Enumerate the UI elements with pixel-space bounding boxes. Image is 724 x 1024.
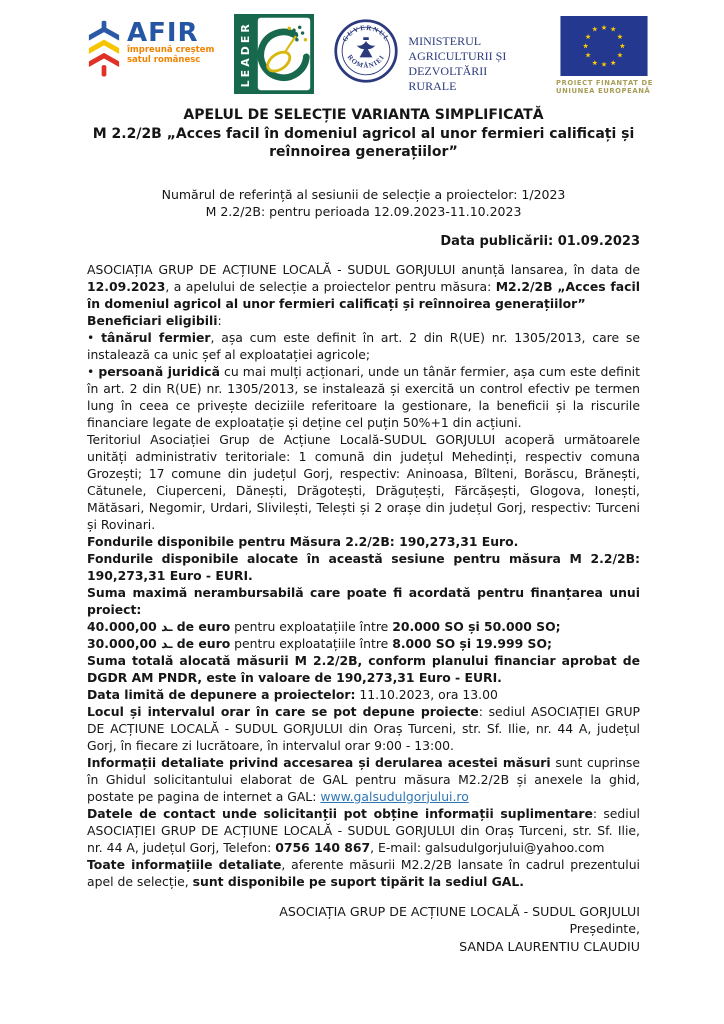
paragraph-funds-available [87,533,640,550]
paragraph-total-amount [87,652,640,686]
text-run: , a apelului de selecție a proiectelor pentru măsura: [165,278,496,294]
document-title [87,106,640,162]
signature-organization: ASOCIAȚIA GRUP DE ACȚIUNE LOCALĂ - SUDUL GORJULUI [279,903,640,919]
signature-name: SANDA LAURENTIU CLAUDIU [459,938,640,954]
paragraph-amount-40000 [87,618,640,635]
ministry-line2: DEZVOLTĂRII RURALE [408,64,488,93]
seal-top-text: GUVERNUL [341,24,392,44]
paragraph-announcement [87,261,640,312]
reference-line1: Numărul de referință al sesiunii de selecție a proiectelor: 1/2023 [161,186,566,202]
text-run: sunt cuprinse în Ghidul solicitantului elaborat de GAL pentru măsura M2.2/2B și anexele la ghid, postate pe pagina de internet a GAL: [87,754,641,804]
text-run: ـد 40.000,00 de euro [87,618,231,634]
title-line2: M 2.2/2B „Acces facil în domeniul agricol al unor fermieri calificați și reînnoirea generațiilor” [92,125,635,160]
header-logos [87,14,653,95]
paragraph-location-schedule [87,703,640,754]
reference-line2: M 2.2/2B: pentru perioada 12.09.2023-11.10.2023 [205,204,522,219]
paragraph-beneficiaries-heading [87,312,640,329]
paragraph-territory [87,431,640,533]
text-run: 11.10.2023, ora 13.00 [355,686,498,702]
paragraph-max-amount-heading [87,584,640,618]
text-run: : sediul ASOCIAȚIEI GRUP DE ACȚIUNE LOCALĂ - SUDUL GORJULUI din Oraș Turceni, str. Sf. Ilie, nr. 44 A, județul Gorj, Telefon: [87,805,640,855]
afir-tagline-line2: satul românesc [127,54,201,65]
paragraph-beneficiary-young-farmer [87,329,640,363]
afir-wordmark [127,20,214,65]
text-run: , E-mail: galsudulgorjului@yahoo.com [370,839,605,855]
signature-block [87,903,640,956]
text-run: : sediul ASOCIAȚIEI GRUP DE ACȚIUNE LOCALĂ - SUDUL GORJULUI din Oraș Turceni, str. Sf. Ilie, nr. 44 A, județul Gorj, în fiecare zi lucrătoare, în intervalul orar 9:00 - 13:00. [87,703,641,753]
title-line1: APELUL DE SELECȚIE VARIANTA SIMPLIFICATĂ [183,107,544,123]
text-run: : [217,312,222,328]
text-run: tânărul fermier [101,329,211,345]
ministry-line1: MINISTERUL AGRICULTURII ȘI [408,34,507,63]
text-run: M2.2/2B „Acces facil în domeniul agricol al unor fermieri calificați și reînnoirea generațiilor” [87,278,640,311]
signature-role: Președinte, [569,921,640,936]
text-run: Datele de contact unde solicitanții pot obține informații suplimentare [87,805,593,821]
afir-tagline-line1: împreună creștem [127,45,215,55]
text-run: ASOCIAȚIA GRUP DE ACȚIUNE LOCALĂ - SUDUL GORJULUI anunță lansarea, în data de [87,261,640,277]
leader-logo-icon [234,14,314,94]
paragraph-funds-session [87,550,640,584]
guvernul-romaniei-seal-icon [333,18,399,84]
afir-wheat-icon [87,20,121,82]
text-run: 12.09.2023 [87,278,166,294]
eu-flag-icon [560,16,648,76]
text-run: Toate informațiile detaliate [87,856,282,872]
text-run: persoană juridică [98,363,220,379]
ministry-name [408,34,536,94]
text-run: • [87,329,102,345]
government-block [333,14,536,94]
document-body [87,261,640,890]
text-run: cu mai mulți acționari, unde un tânăr fermier, așa cum este definit în art. 2 din R(UE) nr. 1305/2013, se instalează și exercită un control efectiv pe termen lung în ceea ce privește deciziile referitoare la gestionare, la beneficii și la riscurile financiare legate de exploatație și deține cel puțin 50%+1 din acțiuni. [87,363,640,430]
paragraph-deadline [87,686,640,703]
afir-logo [87,14,214,82]
paragraph-contact-info [87,805,640,856]
text-run: pentru exploatațiile între [230,618,393,634]
text-run: Beneficiari eligibili [87,312,218,328]
text-run: 0756 140 867 [275,839,371,855]
reference-block [87,186,640,221]
publication-date: Data publicării: 01.09.2023 [440,233,640,249]
text-run: 8.000 SO și 19.999 SO; [392,635,552,651]
text-run: pentru exploatațiile între [230,635,393,651]
text-run: Suma maximă nerambursabilă care poate fi acordată pentru finanțarea unui proiect: [87,584,640,617]
text-run: Fondurile disponibile alocate în această sesiune pentru măsura M 2.2/2B: 190,273,31 Euro - EURI. [87,550,640,583]
text-run: sunt disponibile pe suport tipărit la sediul GAL. [192,873,525,889]
text-run: ـد 30.000,00 de euro [87,635,231,651]
text-run: Informații detaliate privind accesarea și derularea acestei măsuri [87,754,551,770]
text-run: , așa cum este definit în art. 2 din R(UE) nr. 1305/2013, care se instalează ca unic șef al exploatației agricole; [87,329,640,362]
eu-caption-line1: PROIECT FINANȚAT DE [555,79,653,87]
leader-label: LEADER [239,21,253,88]
text-run: Teritoriul Asociației Grup de Acțiune Locală-SUDUL GORJULUI acoperă următoarele unități administrativ teritoriale: 1 comună din județul Mehedinți, respectiv comuna Grozești; 17 comune din județul Gorj, respectiv: Aninoasa, Bîlteni, Borăscu, Brănești, Cătunele, Ciuperceni, Dănești, Drăgotești, Drăguțești, Fărcășești, Glogova, Ionești, Mătăsari, Negomir, Urdari, Slivilești, Telești și 2 orașe din județul Gorj, respectiv: Turceni și Rovinari. [87,431,640,532]
gal-website-link[interactable]: www.galsudulgorjului.ro [320,788,469,804]
text-run: , aferente măsurii M2.2/2B lansate în cadrul prezentului apel de selecție, [87,856,640,889]
eu-caption-line2: UNIUNEA EUROPEANĂ [555,87,651,95]
paragraph-printed-info [87,856,640,890]
text-run: Suma totală alocată măsurii M 2.2/2B, conform planului financiar aprobat de DGDR AM PNDR, este în valoare de 190,273,31 Euro - EURI. [87,652,640,685]
text-run: Fondurile disponibile pentru Măsura 2.2/2B: 190,273,31 Euro. [87,533,519,549]
text-run: 20.000 SO și 50.000 SO; [392,618,561,634]
text-run: • [87,363,99,379]
text-run: Locul și intervalul orar în care se pot depune proiecte [87,703,479,719]
afir-name: AFIR [127,18,199,48]
eu-caption [556,79,653,95]
paragraph-amount-30000 [87,635,640,652]
seal-bottom-text: ROMÂNIEI [346,53,387,70]
paragraph-beneficiary-legal-person [87,363,640,431]
text-run: Data limită de depunere a proiectelor: [87,686,356,702]
eu-flag-block [556,14,653,95]
paragraph-detailed-info [87,754,640,805]
